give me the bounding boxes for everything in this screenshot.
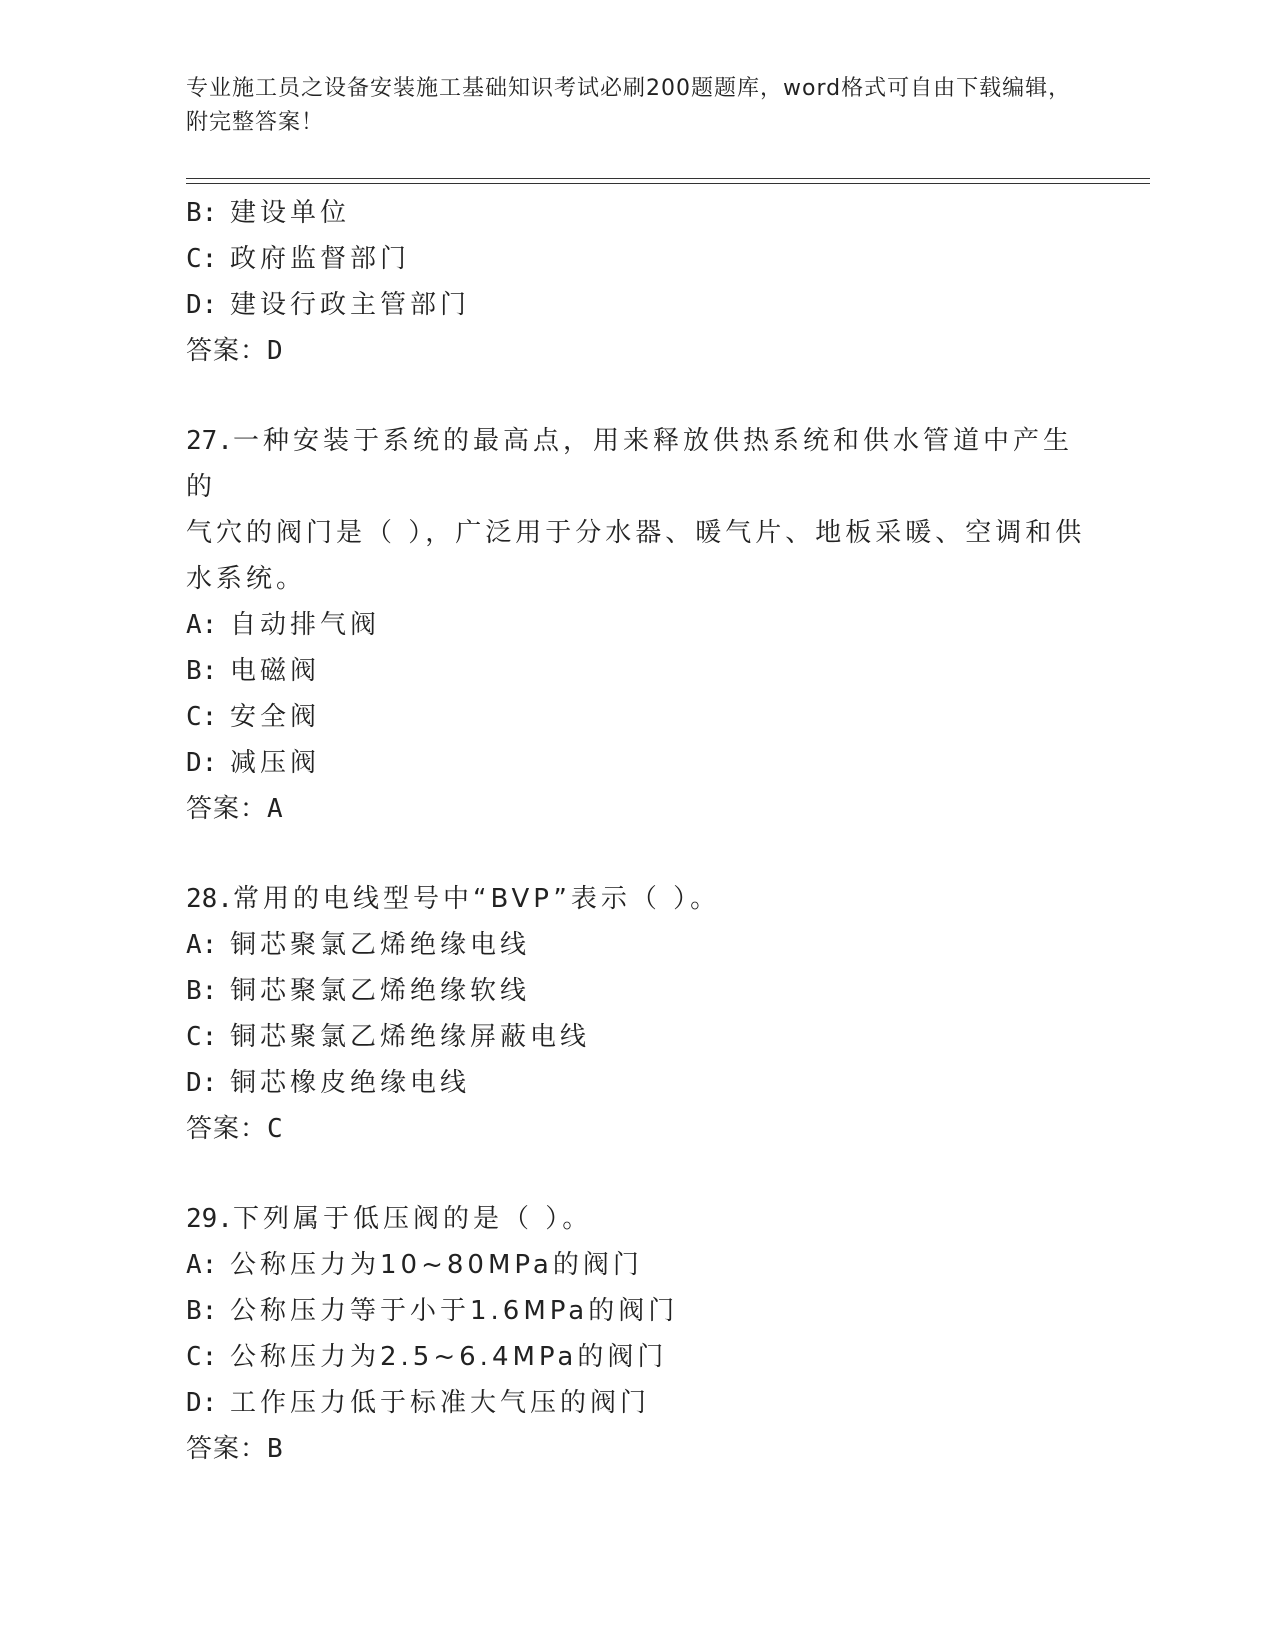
- option-d: [186, 1060, 1086, 1106]
- question-text: [186, 418, 1086, 602]
- option-c: [186, 694, 1086, 740]
- answer-value: C: [267, 1114, 284, 1144]
- answer-line: [186, 328, 1086, 374]
- option-text: 铜芯聚氯乙烯绝缘电线: [230, 930, 531, 960]
- option-text: 建设单位: [230, 198, 351, 228]
- option-c: [186, 1334, 1086, 1380]
- header-divider-bottom: [186, 183, 1150, 184]
- answer-line: [186, 1426, 1086, 1472]
- question-28: [186, 876, 1086, 1152]
- answer-value: B: [267, 1434, 284, 1464]
- answer-label: 答案：: [186, 1434, 268, 1464]
- option-text: 公称压力为2.5~6.4MPa的阀门: [230, 1342, 668, 1372]
- question-27: [186, 418, 1086, 832]
- question-text: [186, 876, 1086, 922]
- question-number: 28.: [186, 884, 233, 914]
- option-letter: B:: [186, 198, 218, 228]
- question-line: 水系统。: [186, 564, 307, 594]
- option-letter: C:: [186, 1022, 218, 1052]
- option-letter: B:: [186, 656, 218, 686]
- option-d: [186, 740, 1086, 786]
- question-29: [186, 1196, 1086, 1472]
- option-a: [186, 1242, 1086, 1288]
- answer-value: D: [267, 336, 284, 366]
- answer-label: 答案：: [186, 794, 268, 824]
- option-text: 安全阀: [230, 702, 321, 732]
- question-line: 常用的电线型号中“BVP”表示（ ）。: [232, 884, 721, 914]
- question-number: 27.: [186, 426, 233, 456]
- option-text: 铜芯橡皮绝缘电线: [230, 1068, 471, 1098]
- option-letter: D:: [186, 290, 218, 320]
- answer-label: 答案：: [186, 336, 268, 366]
- answer-line: [186, 1106, 1086, 1152]
- option-b: [186, 968, 1086, 1014]
- option-letter: D:: [186, 1068, 218, 1098]
- option-text: 铜芯聚氯乙烯绝缘屏蔽电线: [230, 1022, 591, 1052]
- option-letter: D:: [186, 1388, 218, 1418]
- option-letter: C:: [186, 244, 218, 274]
- option-text: 自动排气阀: [230, 610, 381, 640]
- option-text: 公称压力为10~80MPa的阀门: [230, 1250, 643, 1280]
- option-letter: C:: [186, 702, 218, 732]
- answer-line: [186, 786, 1086, 832]
- option-a: [186, 922, 1086, 968]
- question-text: [186, 1196, 1086, 1242]
- option-a: [186, 602, 1086, 648]
- option-letter: A:: [186, 930, 218, 960]
- option-text: 减压阀: [230, 748, 321, 778]
- option-letter: B:: [186, 976, 218, 1006]
- question-number: 29.: [186, 1204, 233, 1234]
- option-text: 建设行政主管部门: [230, 290, 471, 320]
- option-text: 电磁阀: [230, 656, 321, 686]
- option-text: 政府监督部门: [230, 244, 411, 274]
- option-b: [186, 648, 1086, 694]
- question-line: 气穴的阀门是（ ），广泛用于分水器、暖气片、地板采暖、空调和供: [186, 518, 1086, 548]
- option-letter: A:: [186, 610, 218, 640]
- option-b: [186, 1288, 1086, 1334]
- option-letter: D:: [186, 748, 218, 778]
- answer-label: 答案：: [186, 1114, 268, 1144]
- option-text: 工作压力低于标准大气压的阀门: [230, 1388, 651, 1418]
- question-line: 一种安装于系统的最高点，用来释放供热系统和供水管道中产生的: [186, 426, 1073, 502]
- option-letter: A:: [186, 1250, 218, 1280]
- option-c: [186, 236, 1086, 282]
- option-text: 公称压力等于小于1.6MPa的阀门: [230, 1296, 679, 1326]
- answer-value: A: [267, 794, 284, 824]
- option-letter: C:: [186, 1342, 218, 1372]
- header-divider-top: [186, 178, 1150, 179]
- option-d: [186, 1380, 1086, 1426]
- option-letter: B:: [186, 1296, 218, 1326]
- option-text: 铜芯聚氯乙烯绝缘软线: [230, 976, 531, 1006]
- page-header: 专业施工员之设备安装施工基础知识考试必刷200题题库，word格式可自由下载编辑，附完整答案！: [186, 76, 1072, 135]
- partial-question: [186, 190, 1086, 374]
- option-c: [186, 1014, 1086, 1060]
- option-d: [186, 282, 1086, 328]
- question-line: 下列属于低压阀的是（ ）。: [232, 1204, 593, 1234]
- option-b: [186, 190, 1086, 236]
- question-content: [186, 190, 1086, 1472]
